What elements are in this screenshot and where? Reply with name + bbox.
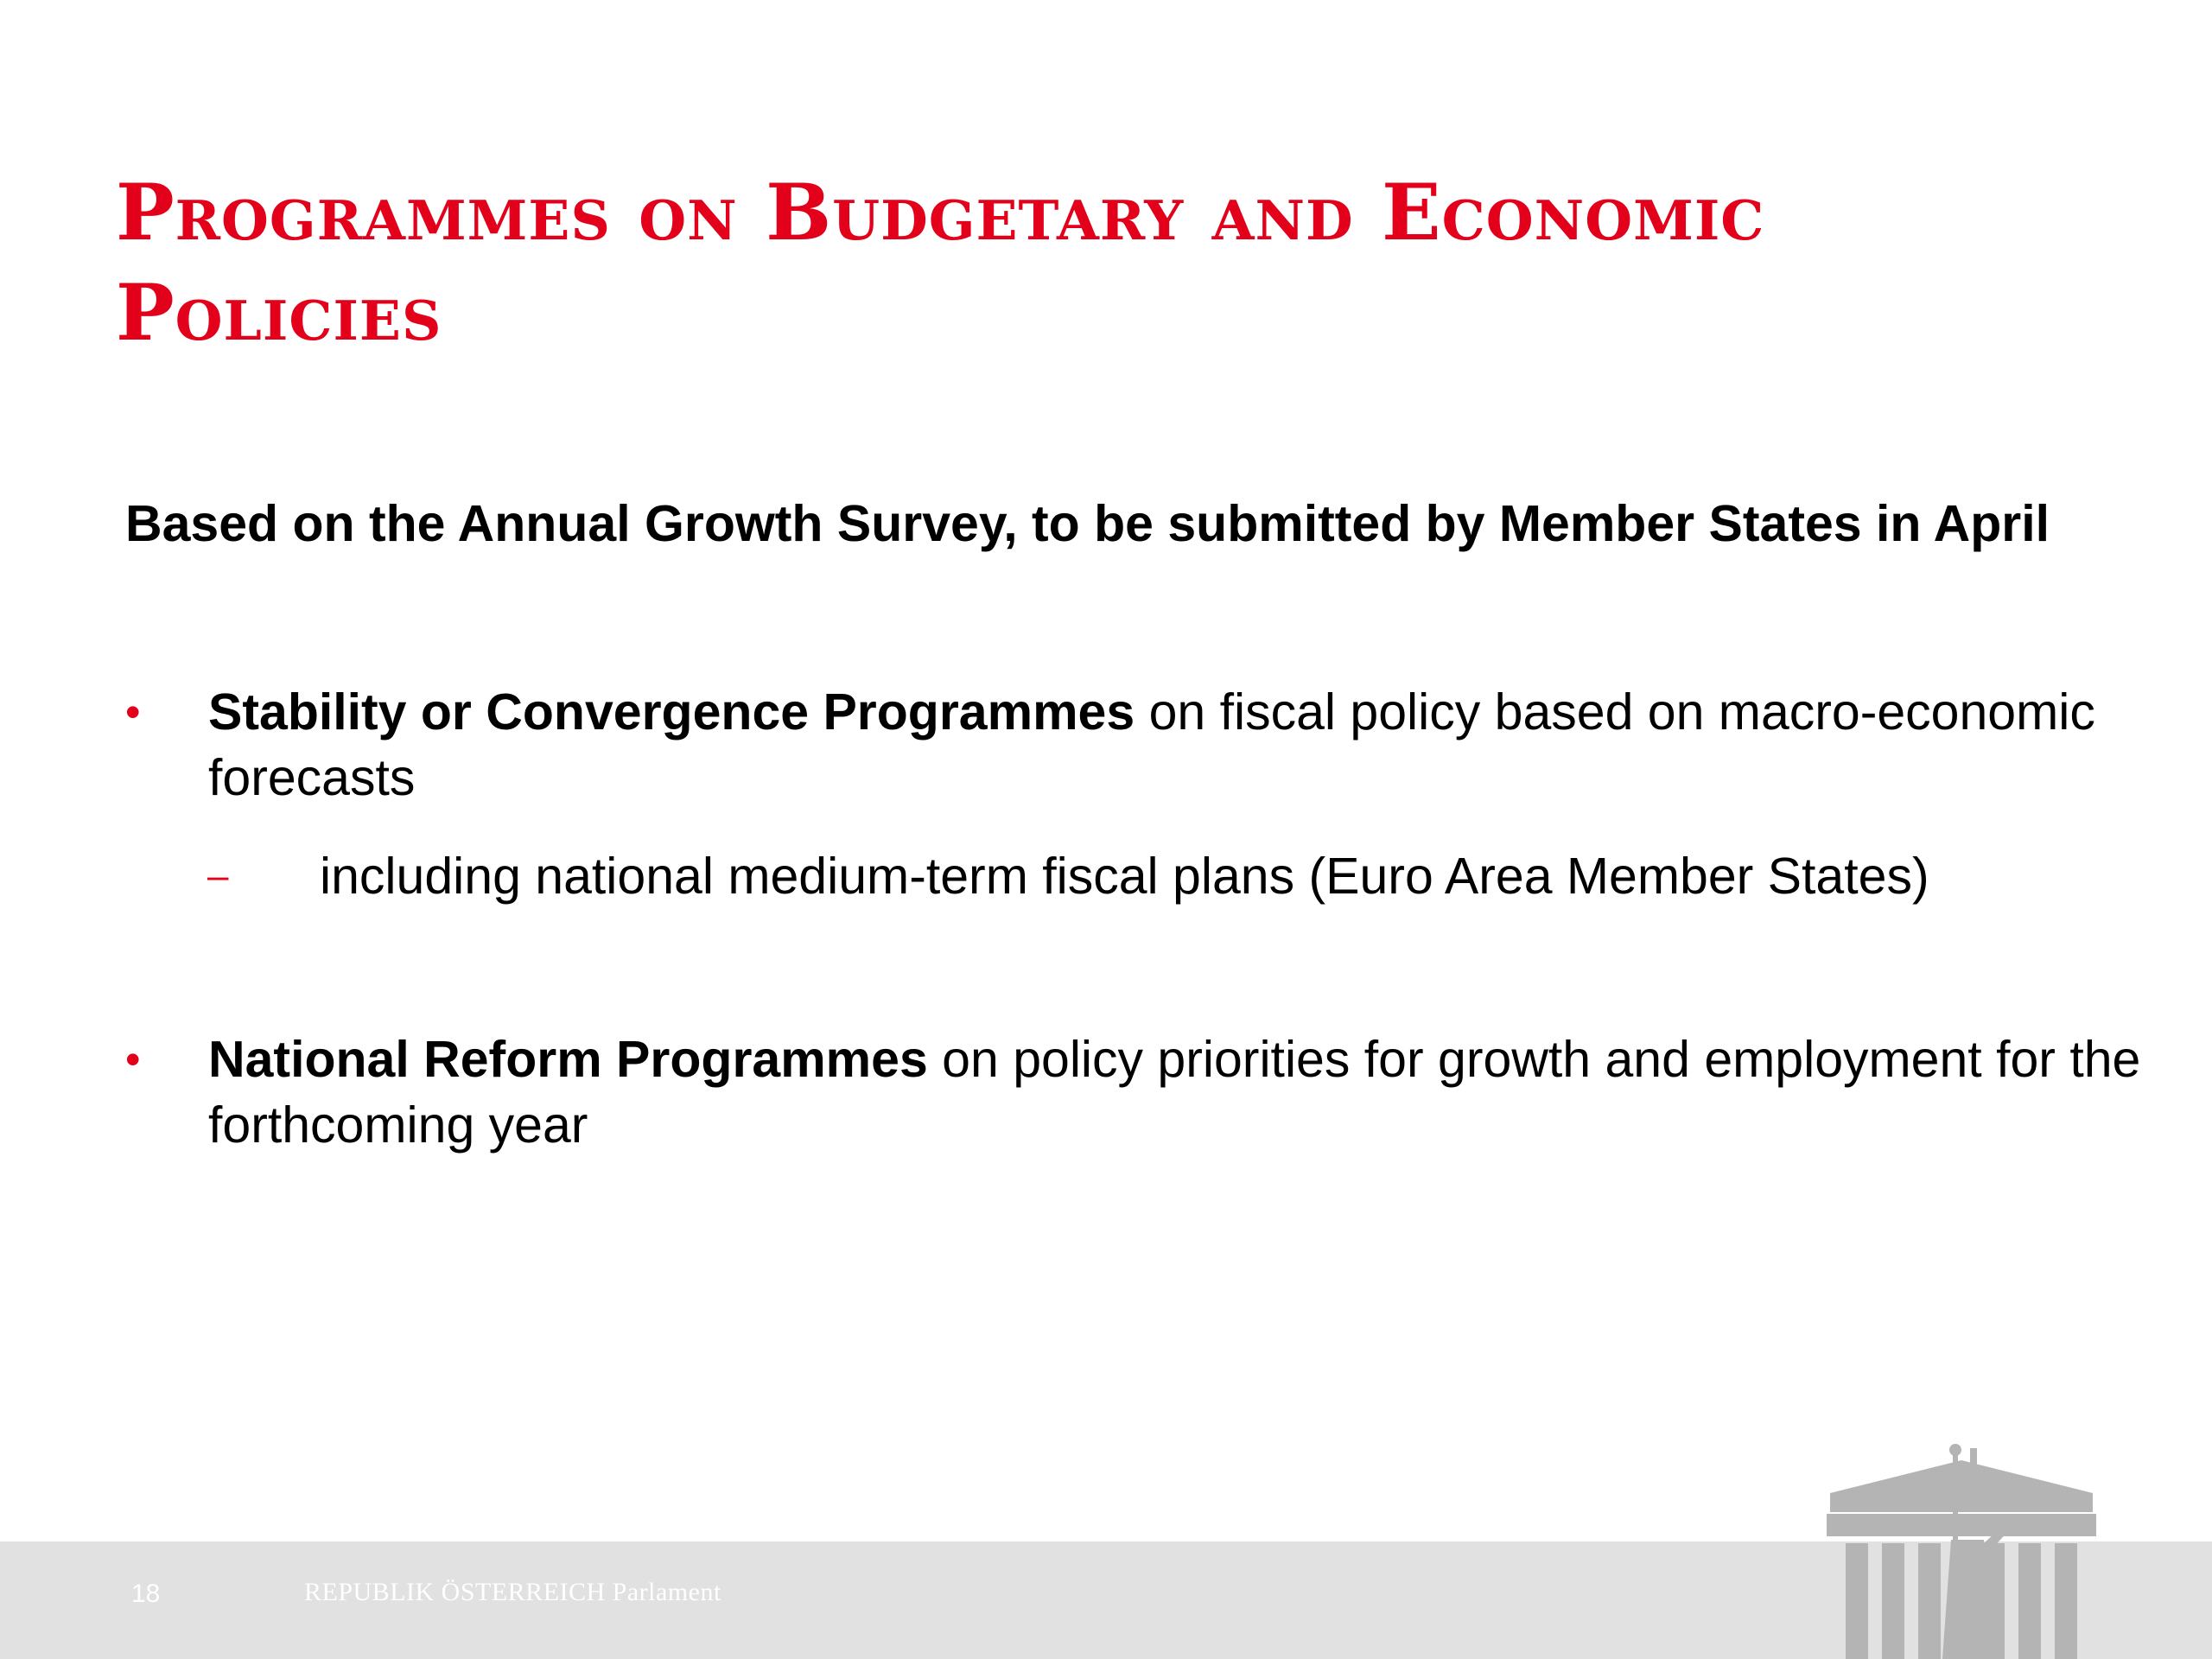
sub-bullet-text: including national medium-term fiscal plans (Euro Area Member States) [320, 848, 1929, 905]
bullet-marker: • [125, 688, 141, 736]
bullet-text [208, 1027, 2144, 1158]
bullet-item-national-reform [125, 1027, 2141, 1165]
page-number: 18 [131, 1580, 161, 1608]
bullet-text [208, 679, 2144, 810]
bullet-item-stability [125, 679, 2095, 817]
sub-bullet-item-fiscal-plans [207, 843, 1987, 982]
bullet-marker: • [125, 1035, 141, 1084]
parliament-building-icon [1815, 1443, 2108, 1659]
bullet-body-text: on fiscal policy based on macro-economic forecasts [208, 683, 2095, 806]
bullet-bold-text: Stability or Convergence Programmes [208, 683, 1135, 741]
bullet-body-text: on policy priorities for growth and employment for the forthcoming year [208, 1031, 2141, 1154]
intro-text: Based on the Annual Growth Survey, to be submitted by Member States in April [125, 495, 2050, 552]
bullet-bold-text: National Reform Programmes [208, 1031, 928, 1088]
sub-bullet-marker: – [207, 855, 229, 897]
footer-label: REPUBLIK ÖSTERREICH Parlament [304, 1578, 721, 1606]
slide-title: Programmes on Budgetary and Economic Policies [116, 167, 1765, 359]
